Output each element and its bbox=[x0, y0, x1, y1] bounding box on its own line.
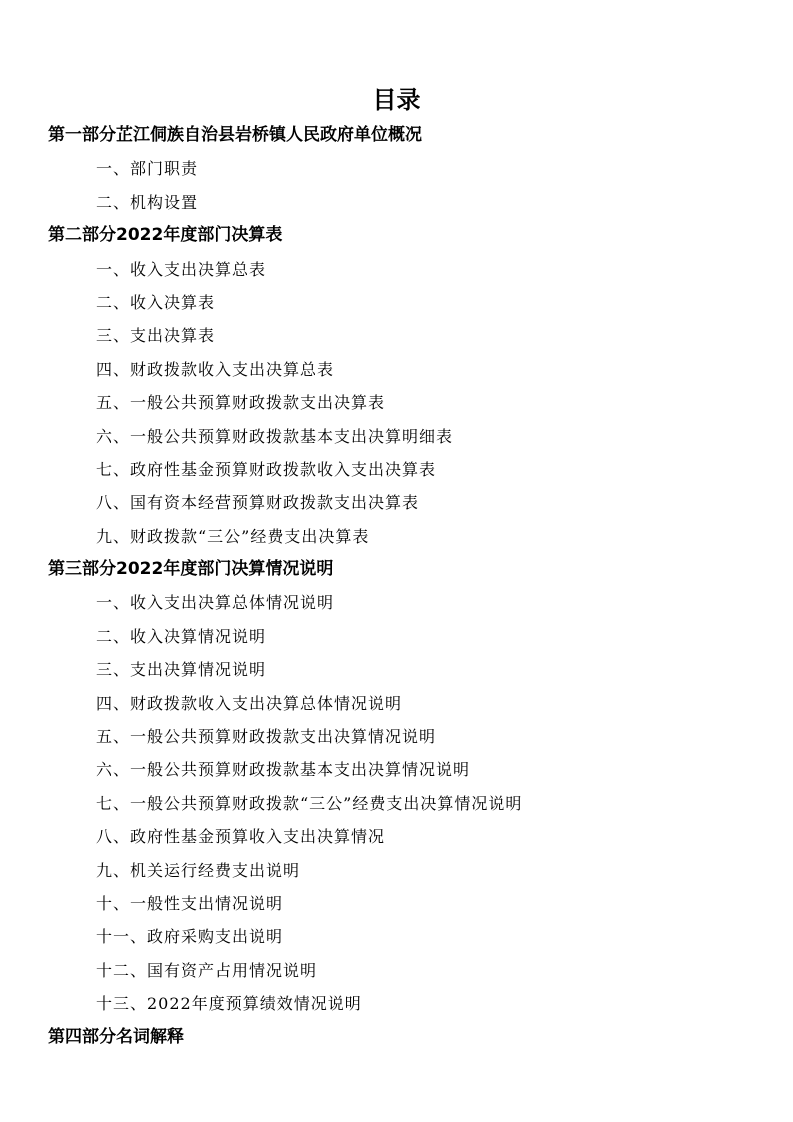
toc-item: 八、政府性基金预算收入支出决算情况 bbox=[96, 827, 386, 847]
toc-item: 六、一般公共预算财政拨款基本支出决算明细表 bbox=[96, 426, 454, 446]
toc-item: 七、一般公共预算财政拨款“三公”经费支出决算情况说明 bbox=[96, 793, 523, 813]
toc-item: 四、财政拨款收入支出决算总表 bbox=[96, 359, 335, 379]
toc-item: 一、收入支出决算总表 bbox=[96, 259, 267, 279]
toc-part-heading: 第三部分2022年度部门决算情况说明 bbox=[48, 559, 334, 580]
toc-item: 二、收入决算情况说明 bbox=[96, 626, 267, 646]
toc-item: 十三、2022年度预算绩效情况说明 bbox=[96, 994, 362, 1014]
toc-item: 十一、政府采购支出说明 bbox=[96, 927, 284, 947]
page-title: 目录 bbox=[372, 86, 421, 114]
toc-item: 一、收入支出决算总体情况说明 bbox=[96, 593, 335, 613]
toc-item: 八、国有资本经营预算财政拨款支出决算表 bbox=[96, 493, 420, 513]
toc-item: 二、机构设置 bbox=[96, 192, 199, 212]
table-of-contents bbox=[48, 119, 748, 1054]
toc-item: 七、政府性基金预算财政拨款收入支出决算表 bbox=[96, 459, 437, 479]
toc-item: 五、一般公共预算财政拨款支出决算情况说明 bbox=[96, 727, 437, 747]
toc-item: 六、一般公共预算财政拨款基本支出决算情况说明 bbox=[96, 760, 471, 780]
toc-item: 三、支出决算情况说明 bbox=[96, 660, 267, 680]
toc-item: 五、一般公共预算财政拨款支出决算表 bbox=[96, 393, 386, 413]
toc-item: 四、财政拨款收入支出决算总体情况说明 bbox=[96, 693, 403, 713]
toc-item: 二、收入决算表 bbox=[96, 292, 216, 312]
toc-item: 十二、国有资产占用情况说明 bbox=[96, 960, 318, 980]
toc-part-heading: 第四部分名词解释 bbox=[48, 1026, 184, 1047]
toc-part-heading: 第一部分芷江侗族自治县岩桥镇人民政府单位概况 bbox=[48, 125, 422, 145]
toc-part-heading: 第二部分2022年度部门决算表 bbox=[48, 225, 283, 246]
toc-item: 三、支出决算表 bbox=[96, 326, 216, 346]
toc-item: 十、一般性支出情况说明 bbox=[96, 893, 284, 913]
toc-item: 九、机关运行经费支出说明 bbox=[96, 860, 301, 880]
toc-item: 一、部门职责 bbox=[96, 159, 199, 179]
toc-item: 九、财政拨款“三公”经费支出决算表 bbox=[96, 526, 370, 546]
